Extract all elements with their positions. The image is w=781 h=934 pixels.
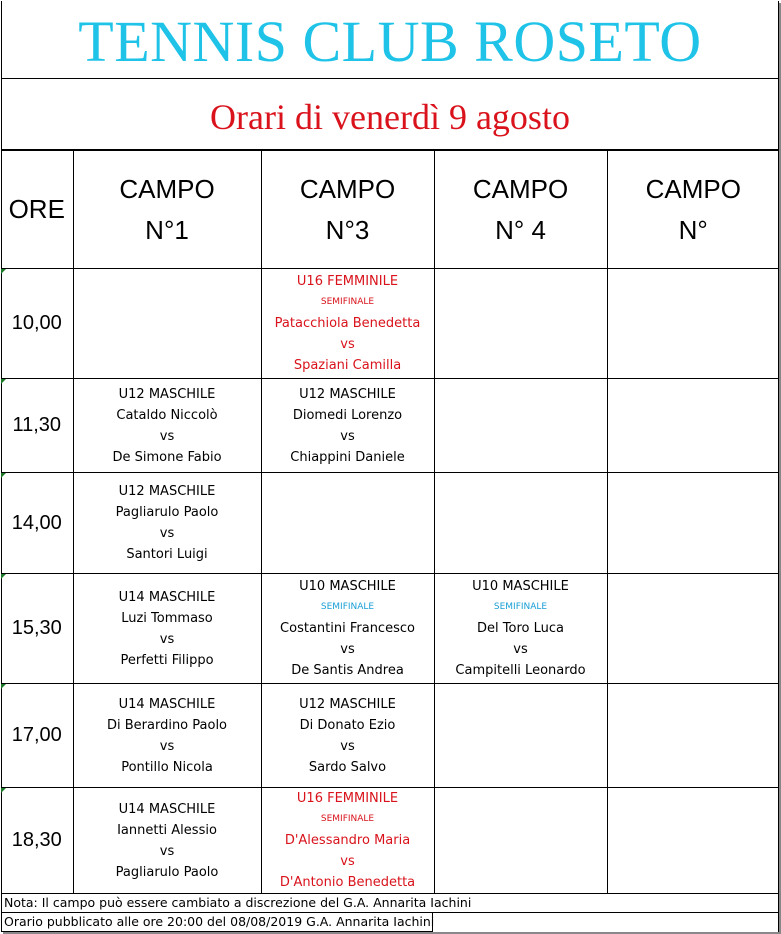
match-player-2: Perfetti Filippo bbox=[120, 652, 214, 668]
time-cell bbox=[1, 574, 73, 684]
match-cell bbox=[73, 684, 261, 788]
match-category: U14 MASCHILE bbox=[118, 589, 216, 605]
published-row bbox=[1, 913, 433, 932]
empty-cell bbox=[434, 269, 607, 379]
match-vs: vs bbox=[159, 428, 175, 444]
match-phase: SEMIFINALE bbox=[493, 602, 548, 612]
time-label: 10,00 bbox=[11, 312, 62, 334]
empty-cell bbox=[434, 788, 607, 894]
subtitle-row bbox=[1, 79, 779, 150]
time-slot-row bbox=[1, 684, 779, 788]
match-player-2: Campitelli Leonardo bbox=[455, 663, 586, 678]
match-player-1: Diomedi Lorenzo bbox=[292, 407, 403, 423]
empty-cell bbox=[607, 574, 779, 684]
cell-comment-marker bbox=[1, 473, 6, 478]
court-change-note: Nota: Il campo può essere cambiato a discrezione del G.A. Annarita Iachini bbox=[4, 895, 472, 910]
schedule-table bbox=[1, 150, 779, 894]
club-title: TENNIS CLUB ROSETO bbox=[78, 8, 702, 74]
time-slot-row bbox=[1, 574, 779, 684]
empty-cell bbox=[607, 684, 779, 788]
title-row bbox=[1, 1, 779, 79]
match-cell bbox=[261, 574, 434, 684]
match-player-2: Pagliarulo Paolo bbox=[115, 864, 219, 880]
match-player-1: Pagliarulo Paolo bbox=[115, 505, 219, 520]
match-player-2: De Simone Fabio bbox=[112, 449, 222, 465]
match-category: U14 MASCHILE bbox=[118, 696, 216, 712]
match-player-2: Pontillo Nicola bbox=[121, 759, 213, 775]
published-note: Orario pubblicato alle ore 20:00 del 08/08/2019 G.A. Annarita Iachini bbox=[4, 914, 435, 929]
match-cell bbox=[73, 473, 261, 574]
match-vs: vs bbox=[159, 843, 175, 859]
match-player-2: D'Antonio Benedetta bbox=[279, 875, 416, 890]
header-campo-4-label: CAMPO bbox=[472, 173, 569, 204]
match-vs: vs bbox=[340, 428, 355, 444]
cell-comment-marker bbox=[1, 788, 6, 793]
header-campo-1-number: N°1 bbox=[145, 214, 189, 245]
header-campo-1-label: CAMPO bbox=[119, 173, 215, 204]
match-category: U12 MASCHILE bbox=[299, 696, 396, 712]
time-label: 18,30 bbox=[11, 829, 62, 851]
match-vs: vs bbox=[159, 526, 175, 541]
header-campo-4 bbox=[434, 151, 607, 269]
match-cell bbox=[434, 574, 607, 684]
empty-cell bbox=[434, 684, 607, 788]
match-cell bbox=[261, 379, 434, 473]
match-category: U10 MASCHILE bbox=[299, 579, 396, 594]
match-player-1: Patacchiola Benedetta bbox=[274, 316, 421, 331]
empty-cell bbox=[607, 379, 779, 473]
empty-cell bbox=[434, 379, 607, 473]
match-phase: SEMIFINALE bbox=[320, 602, 375, 612]
match-category: U16 FEMMINILE bbox=[296, 791, 399, 806]
match-vs: vs bbox=[340, 642, 355, 657]
header-campo-1 bbox=[73, 151, 261, 269]
header-campo-empty-number: N° bbox=[678, 214, 708, 245]
cell-comment-marker bbox=[1, 684, 6, 689]
empty-cell bbox=[73, 269, 261, 379]
cell-comment-marker bbox=[1, 379, 6, 384]
match-player-1: Iannetti Alessio bbox=[117, 822, 217, 838]
match-cell bbox=[73, 574, 261, 684]
match-player-2: Chiappini Daniele bbox=[290, 449, 405, 465]
match-phase: SEMIFINALE bbox=[320, 297, 375, 307]
match-player-1: Costantini Francesco bbox=[280, 621, 415, 636]
header-row bbox=[1, 151, 779, 269]
empty-cell bbox=[607, 269, 779, 379]
time-label: 14,00 bbox=[11, 511, 62, 534]
empty-cell bbox=[434, 473, 607, 574]
match-player-1: D'Alessandro Maria bbox=[284, 833, 411, 848]
header-campo-empty bbox=[607, 151, 779, 269]
match-cell bbox=[261, 684, 434, 788]
match-player-1: Di Donato Ezio bbox=[299, 717, 396, 733]
header-campo-empty-label: CAMPO bbox=[645, 173, 741, 204]
match-category: U12 MASCHILE bbox=[299, 386, 396, 402]
schedule-sheet bbox=[1, 1, 779, 932]
schedule-date-title: Orari di venerdì 9 agosto bbox=[210, 97, 570, 137]
empty-cell bbox=[607, 473, 779, 574]
match-category: U16 FEMMINILE bbox=[296, 274, 399, 289]
match-vs: vs bbox=[513, 642, 528, 657]
match-category: U10 MASCHILE bbox=[472, 579, 569, 594]
cell-comment-marker bbox=[1, 574, 6, 579]
time-slot-row bbox=[1, 269, 779, 379]
empty-cell bbox=[261, 473, 434, 574]
time-label: 11,30 bbox=[12, 414, 62, 436]
match-cell bbox=[261, 269, 434, 379]
match-player-2: De Santis Andrea bbox=[291, 663, 404, 678]
match-phase: SEMIFINALE bbox=[320, 814, 375, 824]
match-cell bbox=[261, 788, 434, 894]
header-campo-4-number: N° 4 bbox=[495, 214, 546, 245]
time-cell bbox=[1, 473, 73, 574]
header-campo-3-label: CAMPO bbox=[299, 173, 396, 204]
match-player-1: Luzi Tommaso bbox=[121, 610, 213, 626]
time-cell bbox=[1, 379, 73, 473]
match-player-2: Santori Luigi bbox=[126, 547, 208, 562]
match-category: U12 MASCHILE bbox=[118, 386, 216, 402]
match-cell bbox=[73, 788, 261, 894]
match-player-1: Del Toro Luca bbox=[477, 621, 564, 636]
match-player-1: Cataldo Niccolò bbox=[116, 407, 218, 423]
header-ore: ORE bbox=[1, 151, 73, 269]
time-label: 17,00 bbox=[11, 724, 62, 746]
time-slot-row bbox=[1, 379, 779, 473]
time-cell bbox=[1, 684, 73, 788]
match-vs: vs bbox=[159, 631, 175, 647]
empty-cell bbox=[607, 788, 779, 894]
match-cell bbox=[73, 379, 261, 473]
cell-comment-marker bbox=[1, 269, 6, 274]
header-campo-3-number: N°3 bbox=[325, 214, 370, 245]
match-category: U14 MASCHILE bbox=[118, 801, 216, 817]
match-player-2: Sardo Salvo bbox=[308, 759, 387, 775]
time-slot-row bbox=[1, 788, 779, 894]
time-slot-row bbox=[1, 473, 779, 574]
match-vs: vs bbox=[159, 738, 175, 754]
match-vs: vs bbox=[340, 738, 355, 754]
note-row bbox=[1, 893, 779, 913]
time-label: 15,30 bbox=[11, 617, 62, 639]
match-vs: vs bbox=[340, 854, 355, 869]
header-campo-3 bbox=[261, 151, 434, 269]
match-vs: vs bbox=[340, 337, 355, 352]
match-player-2: Spaziani Camilla bbox=[293, 358, 402, 373]
match-player-1: Di Berardino Paolo bbox=[106, 717, 228, 733]
match-category: U12 MASCHILE bbox=[118, 484, 216, 499]
time-cell bbox=[1, 788, 73, 894]
time-cell bbox=[1, 269, 73, 379]
